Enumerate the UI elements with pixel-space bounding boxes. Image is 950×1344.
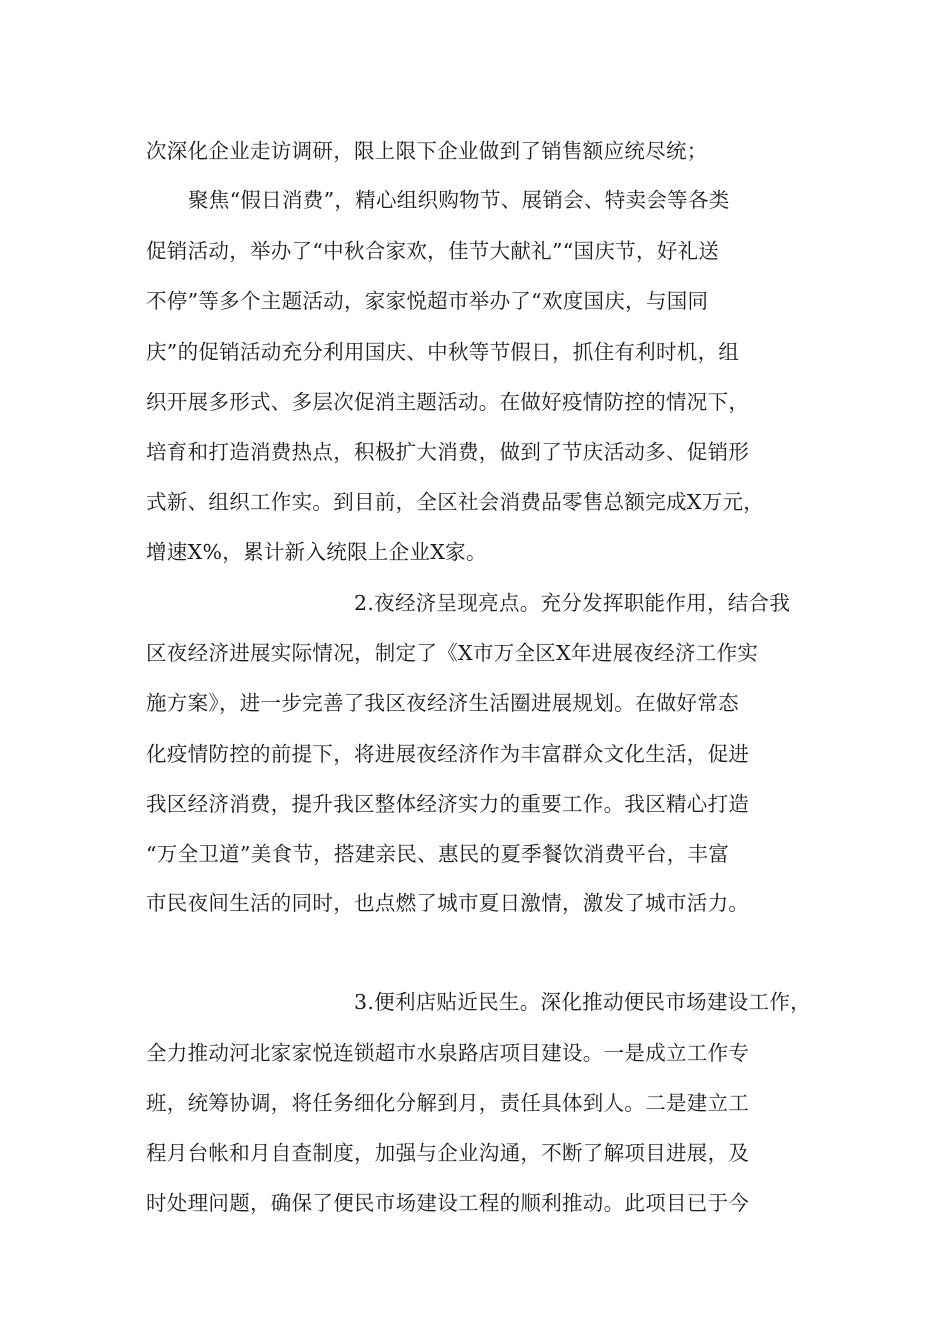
section-heading-3: 3.便利店贴近民生。深化推动便民市场建设工作， (354, 990, 811, 1014)
text-line: “万全卫道”美食节，搭建亲民、惠民的夏季餐饮消费平台，丰富 (146, 842, 730, 866)
text-line: 不停”等多个主题活动，家家悦超市举办了“欢度国庆，与国同 (146, 289, 709, 313)
text-line: 我区经济消费，提升我区整体经济实力的重要工作。我区精心打造 (146, 792, 750, 816)
text-line: 织开展多形式、多层次促消主题活动。在做好疫情防控的情况下， (146, 390, 750, 414)
text-line: 庆”的促销活动充分利用国庆、中秋等节假日，抓住有利时机，组 (146, 340, 740, 364)
section-heading-2: 2.夜经济呈现亮点。充分发挥职能作用，结合我 (354, 591, 791, 615)
text-line: 聚焦“假日消费”，精心组织购物节、展销会、特卖会等各类 (188, 188, 730, 212)
text-line: 式新、组织工作实。到目前，全区社会消费品零售总额完成X万元， (146, 490, 765, 514)
text-line: 次深化企业走访调研，限上限下企业做到了销售额应统尽统； (146, 139, 708, 163)
text-line: 增速X%，累计新入统限上企业X家。 (146, 540, 487, 564)
text-line: 施方案》，进一步完善了我区夜经济生活圈进展规划。在做好常态 (146, 691, 739, 715)
text-line: 全力推动河北家家悦连锁超市水泉路店项目建设。一是成立工作专 (146, 1041, 750, 1065)
text-line: 市民夜间生活的同时，也点燃了城市夏日激情，激发了城市活力。 (146, 891, 750, 915)
text-line: 班，统筹协调，将任务细化分解到月，责任具体到人。二是建立工 (146, 1091, 750, 1115)
text-line: 促销活动，举办了“中秋合家欢，佳节大献礼”“国庆节，好礼送 (146, 239, 720, 263)
text-line: 培育和打造消费热点，积极扩大消费，做到了节庆活动多、促销形 (146, 440, 750, 464)
text-line: 区夜经济进展实际情况，制定了《X市万全区X年进展夜经济工作实 (146, 641, 759, 665)
text-line: 程月台帐和月自查制度，加强与企业沟通，不断了解项目进展，及 (146, 1141, 750, 1165)
text-line: 化疫情防控的前提下，将进展夜经济作为丰富群众文化生活，促进 (146, 742, 750, 766)
text-line: 时处理问题，确保了便民市场建设工程的顺利推动。此项目已于今 (146, 1191, 750, 1215)
